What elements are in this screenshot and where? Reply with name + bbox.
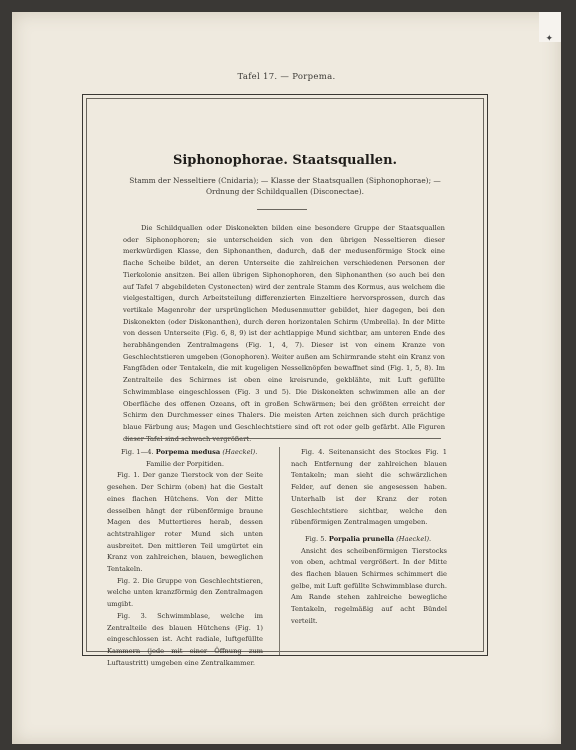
corner-mark-icon: ✦ [545,34,553,44]
left-heading-prefix: Fig. 1—4. [121,448,154,456]
fig-5-caption: Ansicht des scheibenförmigen Tierstocks von oben, achtmal vergrößert. In der Mitte des flachen blauen Schirmes schimmert die gelbe, mit Luft gefüllte Schwimmblase durch. Am Rande stehen zahlreiche bewegliche Tentakeln, regelmäßig auf acht Bündel verteilt. [291,546,447,625]
subtitle-line-2: Ordnung der Schildquallen (Disconectae). [205,187,364,196]
text-frame [82,94,488,667]
right-heading-author: (Haeckel). [396,534,432,543]
right-heading-species: Porpalia prunella [328,534,395,543]
subtitle-line-1: Stamm der Nesseltiere (Cnidaria); — Klasse der Staatsquallen (Siphonophorae); — [129,176,441,185]
right-column [291,447,447,628]
classification-subtitle [101,175,469,197]
right-figure-heading [291,534,447,546]
plate-page [12,12,561,744]
title-rule [257,209,307,210]
fig-1-caption: Fig. 1. Der ganze Tierstock von der Seite gesehen. Der Schirm (oben) hat die Gestalt eines flachen Hütchens. Von der Mitte desselben hängt der rübenförmige braune Magen des Muttertieres herab, dessen achtstrahliger roter Mund sich unten ausbreitet. Den mittleren Teil umgürtet ein Kranz von zahlreichen, blauen, beweglichen Tentakeln. [107,471,263,574]
right-heading-prefix: Fig. 5. [305,534,327,543]
column-divider [279,447,280,655]
fig-2-caption: Fig. 2. Die Gruppe von Geschlechtstieren, welche unten kranzförmig den Zentralmagen umgibt. [107,576,263,609]
left-column [107,447,263,669]
left-heading-author: (Haeckel). [222,448,258,456]
running-head: Tafel 17. — Porpema. [237,72,336,82]
fig-3-caption: Fig. 3. Schwimmblase, welche im Zentralteile des blauen Hütchens (Fig. 1) eingeschlossen ist. Acht radiale, luftgefüllte Kammern (jede mit einer Öffnung zum Luftaustritt) umgeben eine Zentralkammer. [107,611,263,667]
intro-paragraph: Die Schildquallen oder Diskonekten bilden eine besondere Gruppe der Staatsquallen oder Siphonophoren; sie unterscheiden sich von den übrigen Nesseltieren dieser merkwürdigen Klasse, den Siphonanthen, dadurch, daß der medusenförmige Stock eine flache Scheibe bildet, an deren Unterseite die zahlreichen verschiedenen Personen der Tierkolonie ansitzen. Bei allen übrigen Siphonophoren, den Siphonanthen (so auch bei den auf Tafel 7 abgebildeten Cystonecten) wird der zentrale Stamm des Kormus, aus welchem die vielgestaltigen, durch Arbeitsteilung differenzierten Einzeltiere hervorsprossen, durch das vertikale Magenrohr der ursprünglichen Medusenmutter gebildet, hier dagegen, bei den Diskonekten (oder Diskonanthen), durch deren horizontalen Schirm (Umbrella). In der Mitte von dessen Unterseite (Fig. 6, 8, 9) ist der achtlappige Mund sichtbar, am unteren Ende des herabhängenden Zentralmagens (Fig. 1, 4, 7). Dieser ist von einem Kranze von Geschlechtstieren umgeben (Gonophoren). Weiter außen am Schirmrande steht ein Kranz von Fangfäden oder Tentakeln, die mit kugeligen Nesselknöpfen bewaffnet sind (Fig. 1, 5, 8). Im Zentralteile des Schirmes ist oben eine kreisrunde, gekblähte, mit Luft gefüllte Schwimmblase eingeschlossen (Fig. 3 und 5). Die Diskonekten schwimmen alle an der Oberfläche des offenen Ozeans, oft in großen Schwärmen; bei den größten erreicht der Schirm den Durchmesser eines Thalers. Die meisten Arten zeichnen sich durch prächtige blaue Färbung aus; Magen und Geschlechtstiere sind oft rot oder gelb gefärbt. Alle Figuren dieser Tafel sind schwach vergrößert. [123,224,445,443]
left-figure-heading [107,447,263,459]
page-title: Siphonophorae. Staatsquallen. [172,153,398,168]
left-family-line: Familie der Porpitiden. [146,459,224,468]
left-heading-species: Porpema medusa [155,448,221,456]
section-rule [125,438,441,439]
fig-4-caption: Fig. 4. Seitenansicht des Stockes Fig. 1 nach Entfernung der zahlreichen blauen Tentakeln; man sieht die schwärzlichen Felder, auf denen sie angesessen haben. Unterhalb ist der Kranz der roten Geschlechtstiere sichtbar, welche den rübenförmigen Zentralmagen umgeben. [291,448,447,527]
